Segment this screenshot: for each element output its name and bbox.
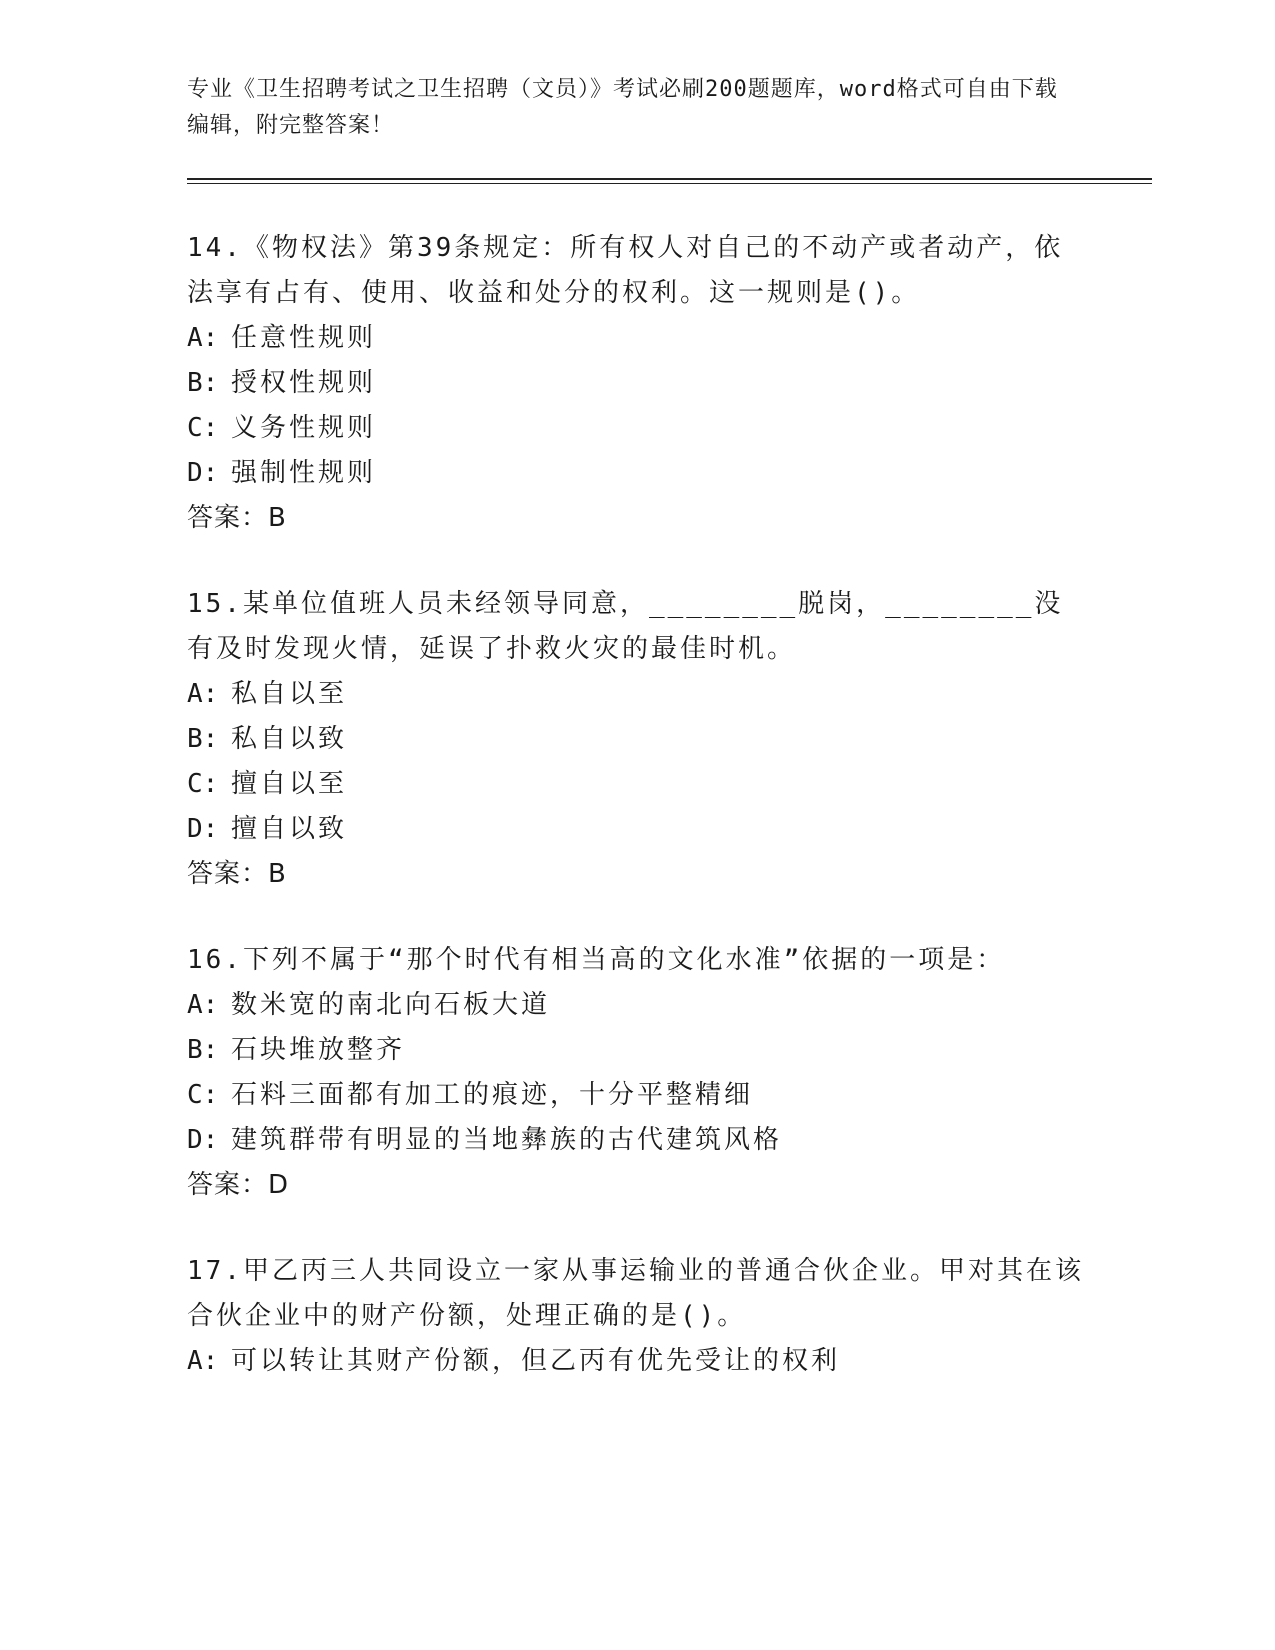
option-letter: A: xyxy=(187,679,219,709)
option-text: 授权性规则 xyxy=(231,368,377,398)
option-a xyxy=(187,983,1087,1028)
option-a xyxy=(187,316,1087,361)
option-text: 擅自以致 xyxy=(231,814,348,844)
option-text: 数米宽的南北向石板大道 xyxy=(231,990,551,1020)
option-letter: B: xyxy=(187,1035,219,1065)
option-text: 可以转让其财产份额，但乙丙有优先受让的权利 xyxy=(231,1346,841,1376)
option-text: 强制性规则 xyxy=(231,458,377,488)
answer-line: 答案：D xyxy=(187,1170,290,1200)
option-a xyxy=(187,1339,1087,1384)
question-stem: 16.下列不属于“那个时代有相当高的文化水准”依据的一项是： xyxy=(187,945,1006,975)
option-text: 义务性规则 xyxy=(231,413,377,443)
document-header xyxy=(187,72,1067,144)
header-divider-thick xyxy=(187,178,1152,180)
option-text: 石料三面都有加工的痕迹，十分平整精细 xyxy=(231,1080,754,1110)
question-17 xyxy=(187,1249,1087,1384)
option-c xyxy=(187,762,1087,807)
option-c xyxy=(187,1073,1087,1118)
option-text: 建筑群带有明显的当地彝族的古代建筑风格 xyxy=(231,1125,783,1155)
option-b xyxy=(187,717,1087,762)
option-letter: B: xyxy=(187,724,219,754)
option-a xyxy=(187,672,1087,717)
option-letter: C: xyxy=(187,1080,219,1110)
option-text: 任意性规则 xyxy=(231,323,377,353)
option-text: 擅自以至 xyxy=(231,769,348,799)
question-stem: 14.《物权法》第39条规定：所有权人对自己的不动产或者动产，依法享有占有、使用、收益和处分的权利。这一规则是()。 xyxy=(187,233,1064,308)
answer-line: 答案：B xyxy=(187,859,287,889)
question-stem: 17.甲乙丙三人共同设立一家从事运输业的普通合伙企业。甲对其在该合伙企业中的财产份额，处理正确的是()。 xyxy=(187,1256,1084,1331)
question-stem: 15.某单位值班人员未经领导同意，________脱岗，________没有及时发现火情，延误了扑救火灾的最佳时机。 xyxy=(187,589,1064,664)
option-b xyxy=(187,1028,1087,1073)
option-text: 私自以致 xyxy=(231,724,348,754)
option-d xyxy=(187,451,1087,496)
option-letter: A: xyxy=(187,323,219,353)
option-letter: C: xyxy=(187,413,219,443)
option-letter: A: xyxy=(187,990,219,1020)
question-14 xyxy=(187,226,1087,541)
option-text: 私自以至 xyxy=(231,679,348,709)
option-letter: B: xyxy=(187,368,219,398)
option-d xyxy=(187,1118,1087,1163)
option-letter: D: xyxy=(187,458,219,488)
header-divider-thin xyxy=(187,183,1152,184)
option-letter: D: xyxy=(187,1125,219,1155)
answer-line: 答案：B xyxy=(187,503,287,533)
option-letter: D: xyxy=(187,814,219,844)
option-letter: A: xyxy=(187,1346,219,1376)
option-c xyxy=(187,406,1087,451)
header-intro-text: 专业《卫生招聘考试之卫生招聘（文员）》考试必刷200题题库，word格式可自由下载编辑，附完整答案！ xyxy=(187,77,1058,138)
option-letter: C: xyxy=(187,769,219,799)
option-text: 石块堆放整齐 xyxy=(231,1035,406,1065)
option-b xyxy=(187,361,1087,406)
option-d xyxy=(187,807,1087,852)
question-15 xyxy=(187,582,1087,897)
question-16 xyxy=(187,938,1087,1208)
